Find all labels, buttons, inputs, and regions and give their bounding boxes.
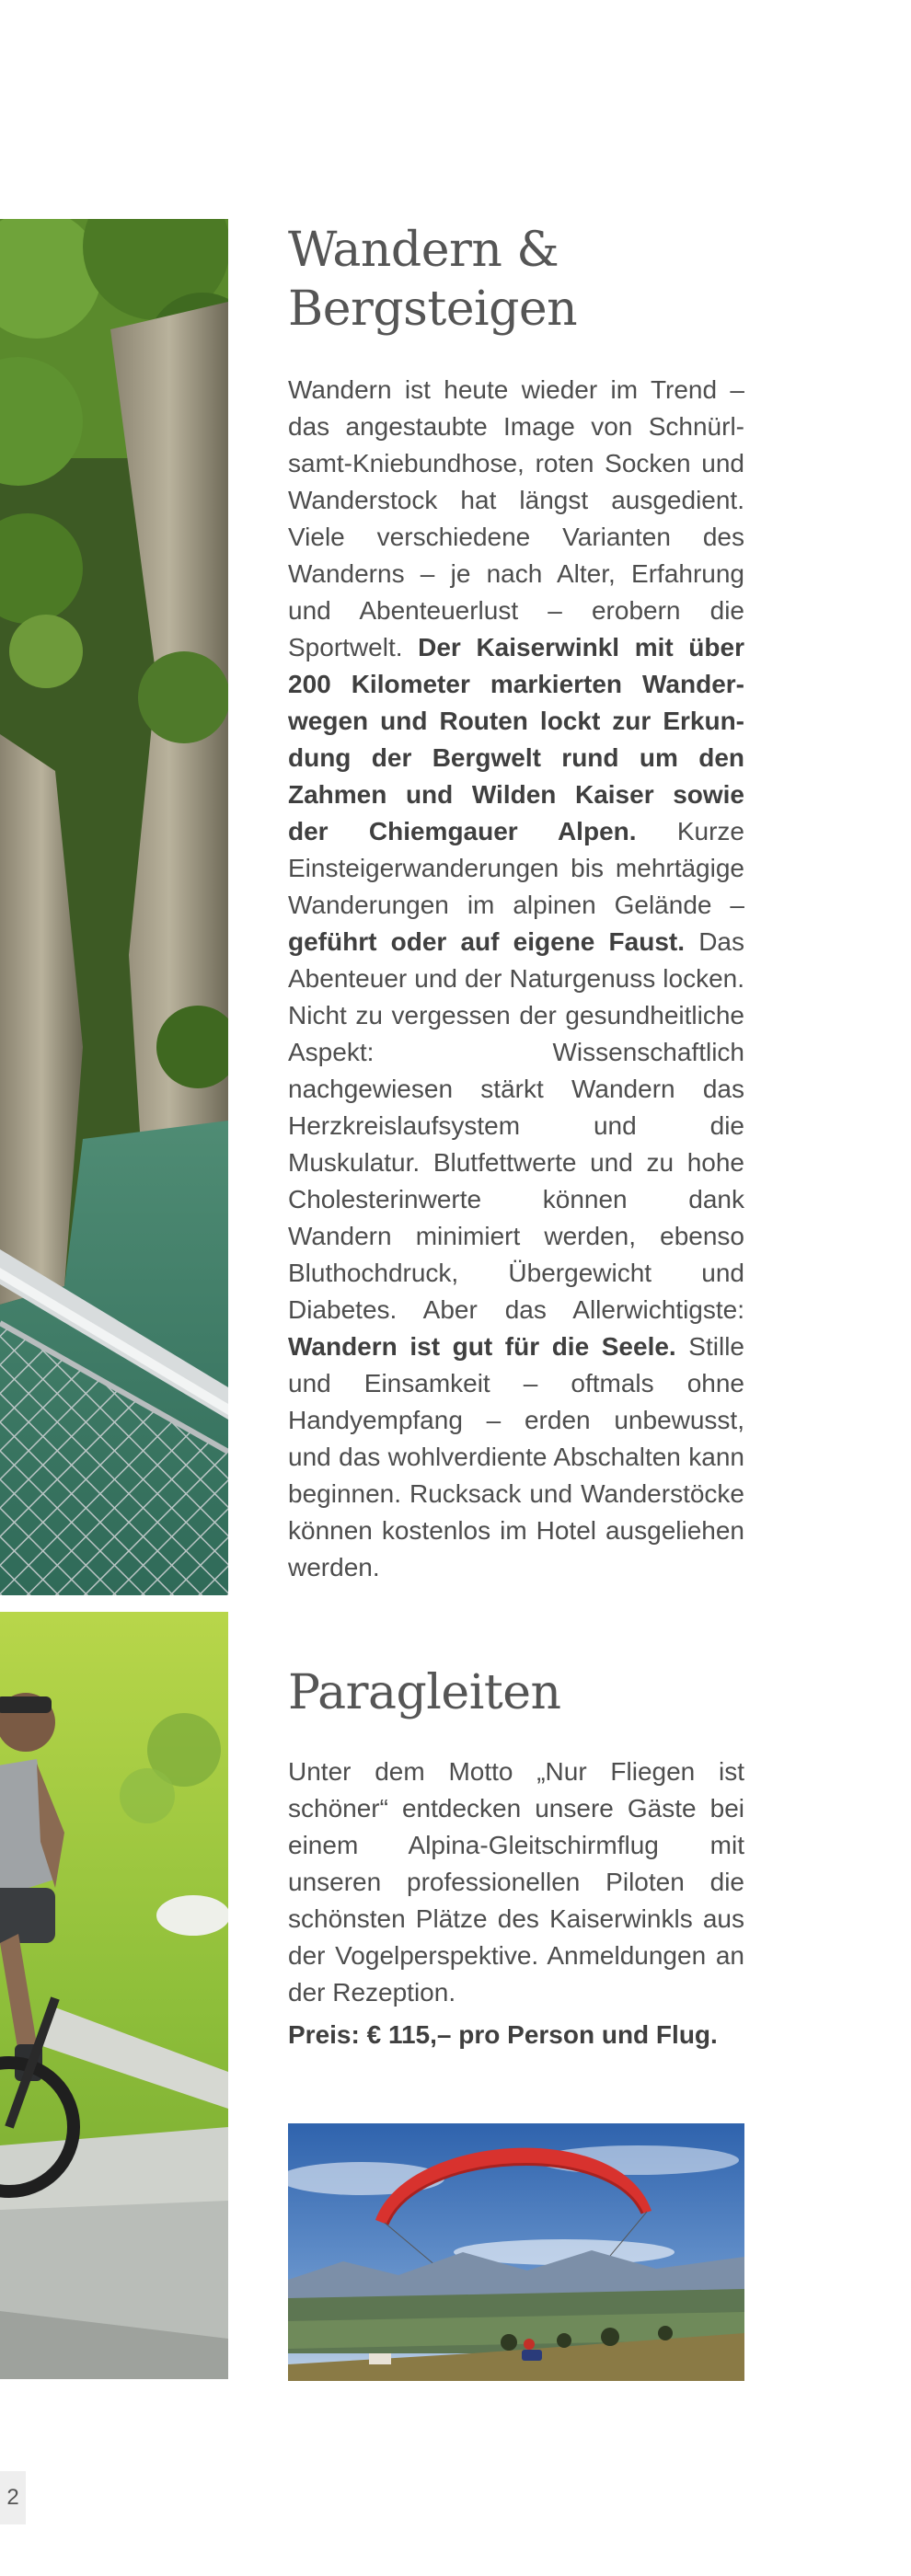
paragliding-price: Preis: € 115,– pro Person und Flug.: [288, 2020, 718, 2049]
cyclist-photo: [0, 1612, 228, 2379]
hiking-body: [288, 372, 744, 1586]
paraglider-photo: [288, 2123, 744, 2381]
page-number: 2: [0, 2471, 26, 2524]
hiking-text-1: Wandern ist heute wieder im Trend – das angestaubte Image von Schnürlsamt-Kniebundhose, roten Socken und Wanderstock hat längst ausgedient. Viele verschiedene Varianten des Wanderns – je nach Alter, Erfahrung und Abenteuerlust – erobern die Sportwelt.: [288, 375, 744, 661]
hiking-highlight-1: Der Kaiserwinkl mit über 200 Kilometer markierten Wanderwegen und Routen lockt zur Erkundung der Bergwelt rund um den Zahmen und Wilden Kaiser sowie der Chiemgauer Alpen.: [288, 633, 744, 845]
hiking-text-2: Kurze Einsteigerwanderungen bis mehrtägige Wanderungen im alpinen Gelände –: [288, 817, 744, 919]
hiking-heading: Wandern & Bergsteigen: [288, 223, 578, 337]
hiking-text-3: Das Abenteuer und der Naturgenuss locken. Nicht zu vergessen der gesundheitliche Aspekt: Wissenschaftlich nachgewiesen stärkt Wandern das Herzkreislaufsystem und die Muskulatur. Blutfettwerte und zu hohe Cholesterinwerte können dank Wandern minimiert werden, ebenso Bluthochdruck, Übergewicht und Diabetes. Aber das Allerwichtigste:: [288, 927, 744, 1324]
paragliding-heading: Paragleiten: [288, 1665, 561, 1720]
gorge-bridge-photo: [0, 219, 228, 1595]
hiking-text-4: Stille und Einsamkeit – oftmals ohne Handyempfang – erden unbewusst, und das wohlverdiente Abschalten kann beginnen. Rucksack und Wanderstöcke können kostenlos im Hotel ausgeliehen werden.: [288, 1332, 744, 1581]
hiking-highlight-2: geführt oder auf eigene Faust.: [288, 927, 686, 956]
hiking-highlight-3: Wandern ist gut für die Seele.: [288, 1332, 676, 1361]
paragliding-section: [288, 1663, 744, 2053]
paragliding-body: Unter dem Motto „Nur Fliegen ist schöner“ entdecken unsere Gäste bei einem Alpina-Gleitschirmflug mit unseren professionellen Piloten die schönsten Plätze des Kaiserwinkls aus der Vogelperspektive. Anmeldungen an der Rezeption.: [288, 1757, 744, 2007]
hiking-section: [288, 221, 744, 1586]
